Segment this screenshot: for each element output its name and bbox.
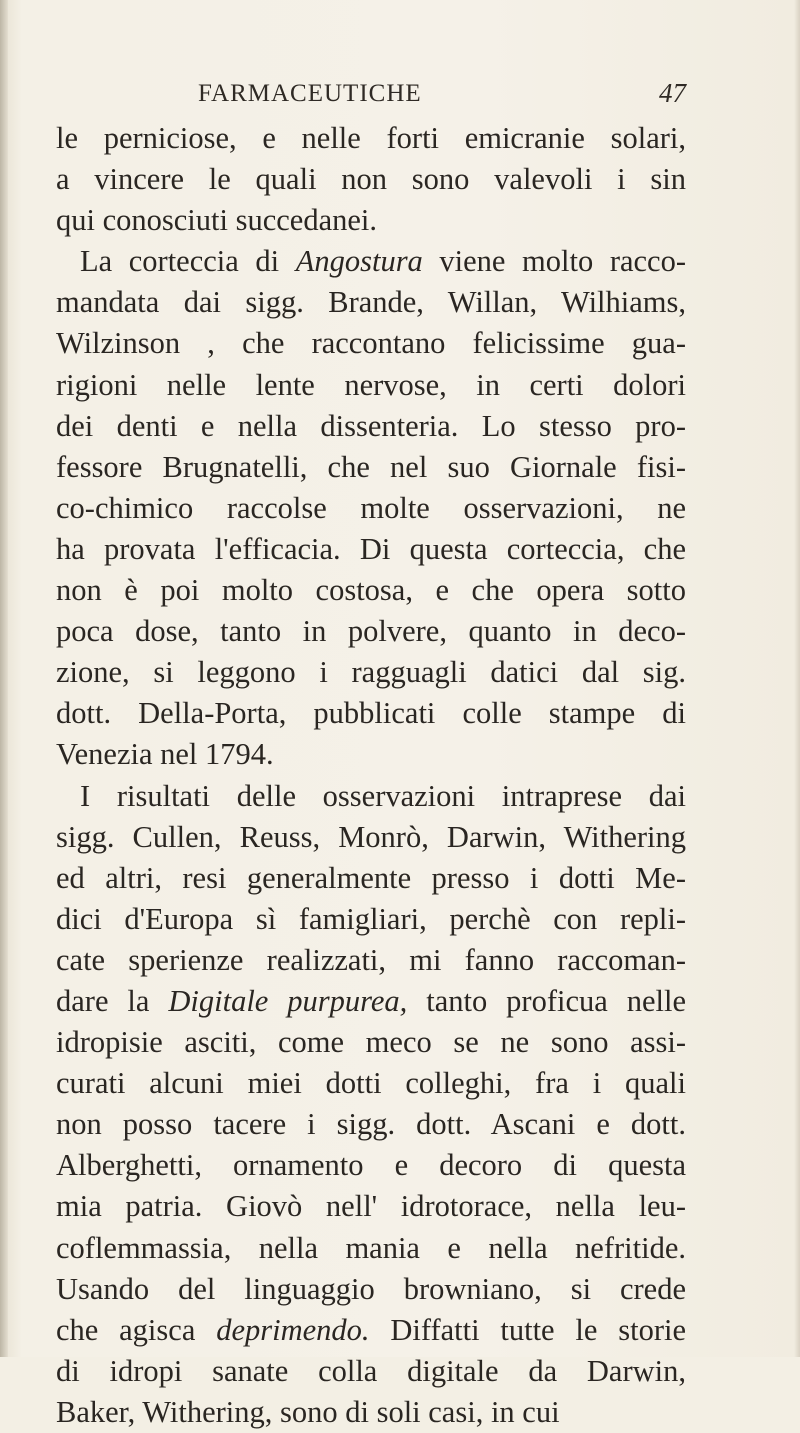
text-run: sigg. Cullen, Reuss, Monrò, Darwin, Withering — [56, 820, 686, 854]
text-line — [56, 1392, 686, 1433]
text-run: le perniciose, e nelle forti emicranie solari, — [56, 121, 686, 155]
text-run: rigioni nelle lente nervose, in certi dolori — [56, 368, 686, 402]
text-line — [56, 529, 686, 570]
text-run: a vincere le quali non sono valevoli i sin — [56, 162, 686, 196]
text-line — [56, 1104, 686, 1145]
text-run: curati alcuni miei dotti colleghi, fra i quali — [56, 1066, 686, 1100]
text-line — [56, 1063, 686, 1104]
page-header — [56, 74, 686, 114]
text-run: Venezia nel 1794. — [56, 737, 274, 771]
text-run: coflemmassia, nella mania e nella nefritide. — [56, 1231, 686, 1265]
text-line — [56, 1269, 686, 1310]
paragraph — [56, 118, 686, 241]
paragraph — [56, 241, 686, 775]
text-run: I risultati delle osservazioni intraprese dai — [80, 779, 686, 813]
text-line — [56, 200, 686, 241]
text-line — [56, 652, 686, 693]
text-line — [56, 159, 686, 200]
text-run: mia patria. Giovò nell' idrotorace, nella leu- — [56, 1189, 686, 1223]
text-line — [56, 817, 686, 858]
text-run: dei denti e nella dissenteria. Lo stesso pro- — [56, 409, 686, 443]
italic-term: deprimendo. — [216, 1313, 369, 1347]
text-run: Usando del linguaggio browniano, si crede — [56, 1272, 686, 1306]
text-line — [56, 323, 686, 364]
text-line — [56, 981, 686, 1022]
italic-term: Digitale purpurea, — [168, 984, 407, 1018]
text-run: zione, si leggono i ragguagli datici dal sig. — [56, 655, 686, 689]
text-run: fessore Brugnatelli, che nel suo Giornale fisi- — [56, 450, 686, 484]
text-run: cate sperienze realizzati, mi fanno raccoman- — [56, 943, 686, 977]
text-run: Diffatti tutte le storie — [370, 1313, 687, 1347]
text-run: co-chimico raccolse molte osservazioni, ne — [56, 491, 686, 525]
text-run: non posso tacere i sigg. dott. Ascani e dott. — [56, 1107, 686, 1141]
text-run: tanto proficua nelle — [407, 984, 686, 1018]
text-run: La corteccia di — [80, 244, 296, 278]
text-run: idropisie asciti, come meco se ne sono assi- — [56, 1025, 686, 1059]
text-run: dare la — [56, 984, 168, 1018]
page-number: 47 — [659, 78, 686, 109]
page-gutter-shadow — [0, 0, 8, 1357]
italic-term: Angostura — [296, 244, 423, 278]
text-line — [56, 447, 686, 488]
text-run: viene molto racco- — [423, 244, 686, 278]
text-line — [56, 776, 686, 817]
text-line — [56, 241, 686, 282]
running-head: FARMACEUTICHE — [198, 80, 422, 108]
text-run: di idropi sanate colla digitale da Darwin, — [56, 1354, 686, 1388]
text-line — [56, 693, 686, 734]
text-line — [56, 858, 686, 899]
text-line — [56, 899, 686, 940]
text-line — [56, 1145, 686, 1186]
page-edge-shadow — [794, 0, 800, 1357]
text-line — [56, 1022, 686, 1063]
text-run: dott. Della-Porta, pubblicati colle stampe di — [56, 696, 686, 730]
text-line — [56, 734, 686, 775]
text-line — [56, 1186, 686, 1227]
text-run: mandata dai sigg. Brande, Willan, Wilhiams, — [56, 285, 686, 319]
text-line — [56, 488, 686, 529]
text-line — [56, 282, 686, 323]
text-line — [56, 406, 686, 447]
text-line — [56, 570, 686, 611]
text-run: Alberghetti, ornamento e decoro di questa — [56, 1148, 686, 1182]
text-run: qui conosciuti succedanei. — [56, 203, 377, 237]
text-run: non è poi molto costosa, e che opera sotto — [56, 573, 686, 607]
text-line — [56, 365, 686, 406]
text-run: Wilzinson , che raccontano felicissime gua- — [56, 326, 686, 360]
text-run: che agisca — [56, 1313, 216, 1347]
body-text — [56, 118, 686, 1433]
text-line — [56, 1310, 686, 1351]
paragraph — [56, 776, 686, 1433]
text-run: Baker, Withering, sono di soli casi, in cui — [56, 1395, 560, 1429]
text-run: poca dose, tanto in polvere, quanto in deco- — [56, 614, 686, 648]
text-line — [56, 940, 686, 981]
text-run: dici d'Europa sì famigliari, perchè con repli- — [56, 902, 686, 936]
text-line — [56, 611, 686, 652]
text-run: ha provata l'efficacia. Di questa corteccia, che — [56, 532, 686, 566]
text-line — [56, 1228, 686, 1269]
text-line — [56, 118, 686, 159]
text-run: ed altri, resi generalmente presso i dotti Me- — [56, 861, 686, 895]
